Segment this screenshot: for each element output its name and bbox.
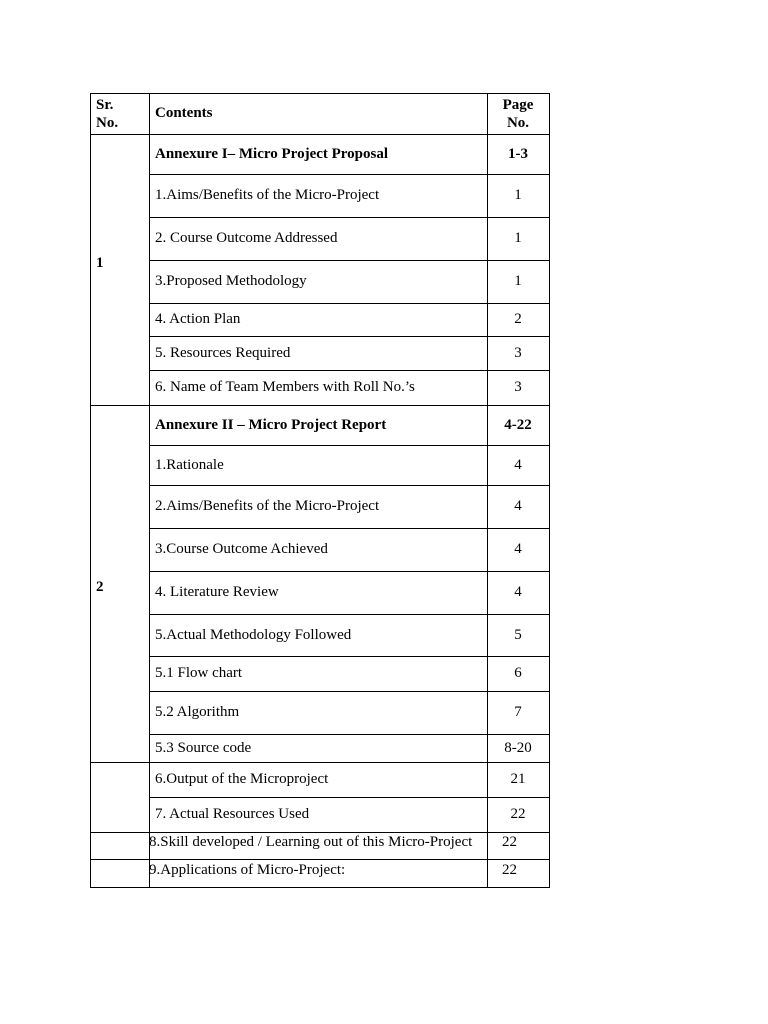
toc-item-label: 9.Applications of Micro-Project: [149, 861, 346, 878]
toc-item-page: 3 [514, 379, 522, 395]
toc-item-page: 7 [514, 704, 522, 720]
toc-item-label: 7. Actual Resources Used [155, 806, 310, 822]
toc-item-label: 3.Course Outcome Achieved [155, 541, 328, 557]
section-sr-no: 1 [96, 255, 104, 271]
toc-item-label: 5.Actual Methodology Followed [155, 626, 352, 643]
toc-item-label: 5.1 Flow chart [155, 665, 243, 681]
toc-item-page: 4 [514, 456, 522, 473]
toc-item-page: 4 [514, 584, 522, 600]
toc-item-page: 22 [510, 806, 526, 822]
toc-item-page: 22 [502, 861, 517, 878]
toc-item-page: 1 [514, 187, 522, 203]
toc-item-page: 3 [514, 344, 522, 361]
toc-item-label: 4. Action Plan [155, 311, 241, 327]
toc-item-page: 1 [514, 273, 522, 289]
toc-item-page: 2 [514, 311, 522, 327]
toc-item-label: 1.Rationale [155, 456, 224, 473]
table-rule [90, 887, 550, 888]
toc-item-label: 6.Output of the Microproject [155, 771, 329, 787]
section-title: Annexure I– Micro Project Proposal [155, 145, 389, 162]
toc-item-label: 5.3 Source code [155, 739, 252, 756]
toc-item-page: 4 [514, 541, 522, 557]
toc-item-page: 5 [514, 626, 522, 643]
section-title-page: 4-22 [504, 416, 532, 433]
toc-item-page: 1 [514, 230, 522, 246]
toc-item-label: 6. Name of Team Members with Roll No.’s [155, 379, 415, 395]
toc-item-label: 2.Aims/Benefits of the Micro-Project [155, 498, 380, 514]
toc-item-label: 5. Resources Required [155, 344, 291, 361]
section-title: Annexure II – Micro Project Report [155, 416, 387, 433]
toc-item-label: 5.2 Algorithm [155, 704, 240, 720]
header-sr-no: Sr. No. [96, 96, 119, 131]
toc-item-page: 6 [514, 665, 522, 681]
toc-item-page: 21 [510, 771, 526, 787]
toc-item-label: 1.Aims/Benefits of the Micro-Project [155, 187, 380, 203]
toc-item-page: 4 [514, 498, 522, 514]
toc-item-label: 8.Skill developed / Learning out of this Micro-Project [149, 834, 473, 850]
toc-item-page: 22 [502, 834, 517, 850]
header-contents: Contents [155, 105, 213, 121]
toc-item-label: 2. Course Outcome Addressed [155, 230, 338, 246]
toc-item-label: 3.Proposed Methodology [155, 273, 307, 289]
toc-item-label: 4. Literature Review [155, 584, 279, 600]
section-title-page: 1-3 [508, 145, 528, 162]
table-rule [549, 93, 550, 888]
section-sr-no: 2 [96, 579, 104, 595]
header-page-no: Page No. [502, 96, 534, 131]
toc-item-page: 8-20 [504, 739, 532, 756]
